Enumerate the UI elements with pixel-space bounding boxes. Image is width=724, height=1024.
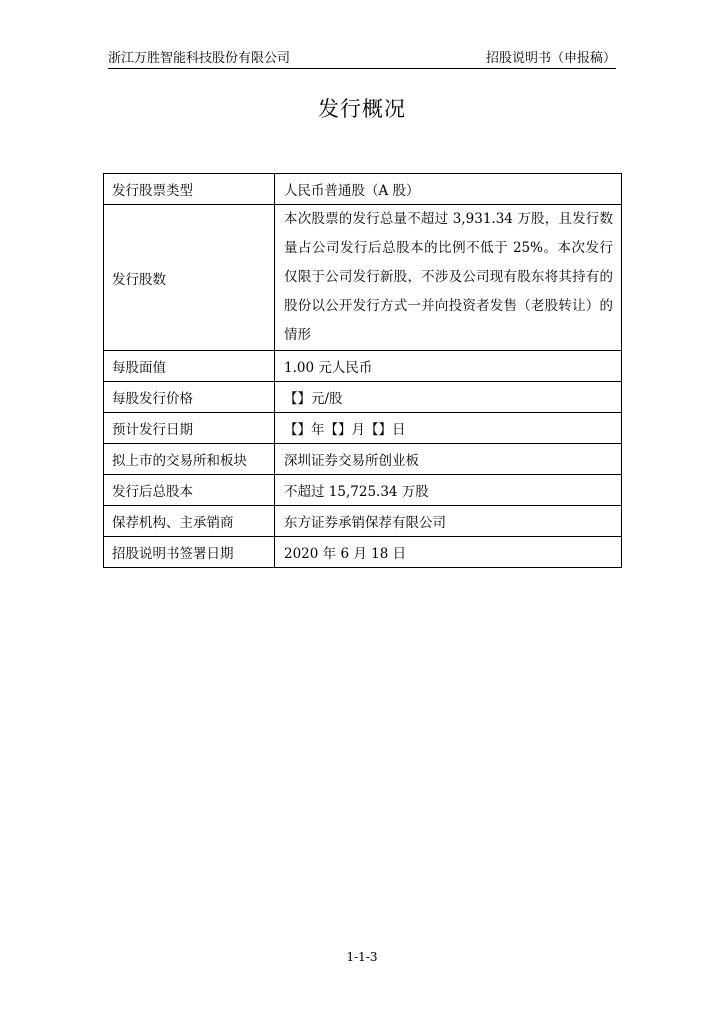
table-row bbox=[104, 351, 622, 382]
row-label: 预计发行日期 bbox=[104, 413, 275, 444]
row-label: 招股说明书签署日期 bbox=[104, 537, 275, 568]
row-value: 东方证券承销保荐有限公司 bbox=[275, 506, 622, 537]
row-label: 发行后总股本 bbox=[104, 475, 275, 506]
row-value: 人民币普通股（A 股） bbox=[275, 174, 622, 205]
table-row bbox=[104, 537, 622, 568]
row-label: 每股发行价格 bbox=[104, 382, 275, 413]
row-value: 深圳证券交易所创业板 bbox=[275, 444, 622, 475]
page-number: 1-1-3 bbox=[346, 950, 378, 964]
table-row bbox=[104, 205, 622, 351]
offering-overview-table bbox=[103, 173, 622, 568]
header-divider bbox=[108, 68, 616, 69]
table-row bbox=[104, 444, 622, 475]
row-label: 拟上市的交易所和板块 bbox=[104, 444, 275, 475]
table-row bbox=[104, 413, 622, 444]
page-header bbox=[108, 50, 616, 70]
row-value: 2020 年 6 月 18 日 bbox=[275, 537, 622, 568]
row-value: 【】元/股 bbox=[275, 382, 622, 413]
row-value: 【】年【】月【】日 bbox=[275, 413, 622, 444]
table-row bbox=[104, 506, 622, 537]
row-label: 发行股数 bbox=[104, 205, 275, 351]
row-label: 每股面值 bbox=[104, 351, 275, 382]
row-label: 发行股票类型 bbox=[104, 174, 275, 205]
document-name: 招股说明书（申报稿） bbox=[485, 51, 616, 66]
row-value: 本次股票的发行总量不超过 3,931.34 万股，且发行数量占公司发行后总股本的比例不低于 25%。本次发行仅限于公司发行新股，不涉及公司现有股东将其持有的股份以公开发行方式一并向投资者发售（老股转让）的情形 bbox=[275, 205, 622, 351]
table-row bbox=[104, 475, 622, 506]
row-value: 1.00 元人民币 bbox=[275, 351, 622, 382]
table-row bbox=[104, 174, 622, 205]
table-row bbox=[104, 382, 622, 413]
page-title: 发行概况 bbox=[318, 97, 406, 121]
row-label: 保荐机构、主承销商 bbox=[104, 506, 275, 537]
row-value: 不超过 15,725.34 万股 bbox=[275, 475, 622, 506]
company-name: 浙江万胜智能科技股份有限公司 bbox=[108, 51, 291, 66]
